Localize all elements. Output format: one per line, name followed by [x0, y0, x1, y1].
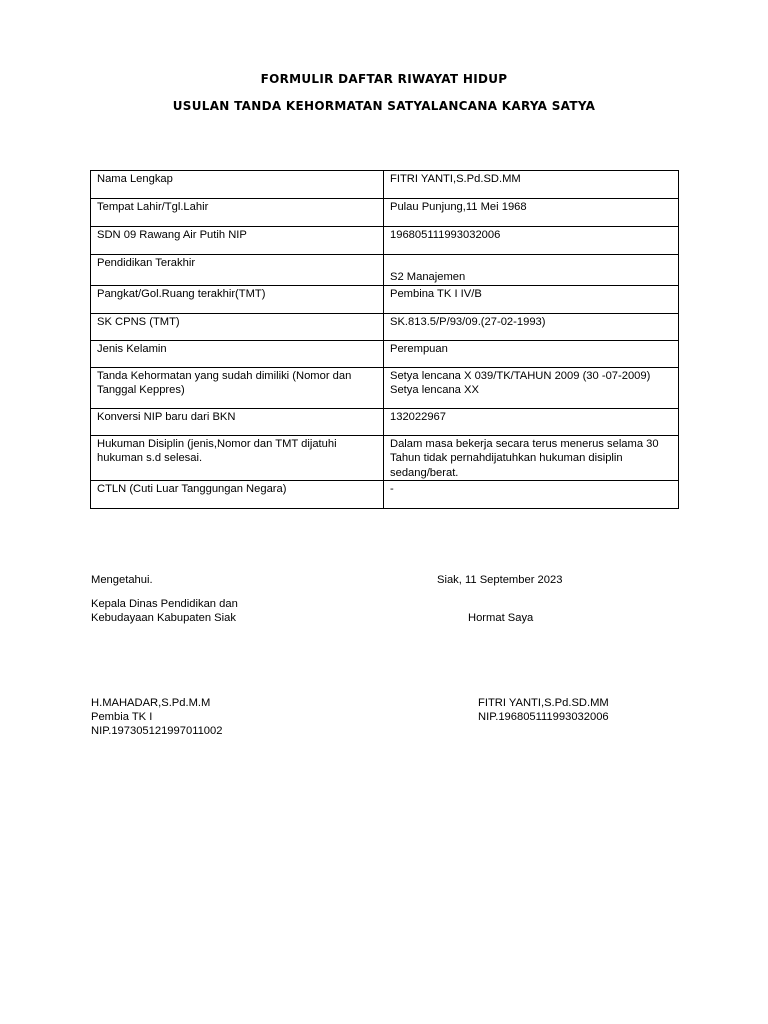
row-value-line: Pembina TK I IV/B [390, 287, 482, 300]
row-label: Pangkat/Gol.Ruang terakhir(TMT) [91, 285, 384, 313]
row-value-line: S2 Manajemen [390, 271, 466, 283]
row-label: SK CPNS (TMT) [91, 313, 384, 340]
row-value [384, 199, 679, 227]
row-value-line: Dalam masa bekerja secara terus menerus selama 30 Tahun tidak pernahdijatuhkan hukuman disiplin sedang/berat. [390, 437, 659, 479]
row-value [384, 340, 679, 367]
row-value [384, 285, 679, 313]
row-label: SDN 09 Rawang Air Putih NIP [91, 227, 384, 255]
row-label: Tanda Kehormatan yang sudah dimiliki (Nomor dan Tanggal Keppres) [91, 367, 384, 408]
table-row [91, 285, 679, 313]
table-row [91, 227, 679, 255]
row-value-line: Perempuan [390, 342, 448, 355]
left-signatory-nip: NIP.197305121997011002 [91, 725, 223, 737]
form-title: FORMULIR DAFTAR RIWAYAT HIDUP [260, 72, 508, 86]
right-signatory-nip: NIP.196805111993032006 [478, 711, 609, 723]
row-value-line: FITRI YANTI,S.Pd.SD.MM [390, 173, 521, 185]
place-date-text: Siak, 11 September 2023 [437, 574, 563, 586]
biodata-table [90, 170, 679, 509]
kepala-dinas-line-1: Kepala Dinas Pendidikan dan [91, 598, 238, 610]
row-value [384, 367, 679, 408]
table-row [91, 313, 679, 340]
table-row [91, 171, 679, 199]
row-value-line: Setya lencana XX [390, 384, 479, 396]
left-signatory-rank: Pembia TK I [91, 711, 153, 723]
row-value-line [390, 256, 672, 270]
biodata-table-body [91, 171, 679, 509]
table-row [91, 435, 679, 481]
form-subtitle: USULAN TANDA KEHORMATAN SATYALANCANA KARYA SATYA [172, 99, 596, 113]
row-value [384, 435, 679, 481]
table-row [91, 481, 679, 509]
row-value-line: 132022967 [390, 410, 446, 423]
mengetahui-text: Mengetahui. [91, 574, 153, 586]
row-label: CTLN (Cuti Luar Tanggungan Negara) [91, 481, 384, 509]
hormat-saya-text: Hormat Saya [468, 612, 534, 624]
row-value [384, 313, 679, 340]
row-value [384, 227, 679, 255]
table-row [91, 340, 679, 367]
row-label: Pendidikan Terakhir [91, 255, 384, 286]
row-value [384, 255, 679, 286]
row-label: Konversi NIP baru dari BKN [91, 408, 384, 435]
row-value [384, 171, 679, 199]
left-signatory-name: H.MAHADAR,S.Pd.M.M [91, 697, 211, 709]
right-signatory-name: FITRI YANTI,S.Pd.SD.MM [478, 697, 609, 709]
kepala-dinas-line-2: Kebudayaan Kabupaten Siak [91, 612, 236, 624]
row-label: Nama Lengkap [91, 171, 384, 199]
table-row [91, 199, 679, 227]
row-value-line: SK.813.5/P/93/09.(27-02-1993) [390, 315, 546, 328]
row-label: Hukuman Disiplin (jenis,Nomor dan TMT dijatuhi hukuman s.d selesai. [91, 435, 384, 481]
row-value [384, 481, 679, 509]
row-value-line: Setya lencana X 039/TK/TAHUN 2009 (30 -07-2009) [390, 369, 651, 382]
table-row [91, 255, 679, 286]
row-value-line: 196805111993032006 [390, 229, 501, 241]
table-row [91, 367, 679, 408]
row-value-line: Pulau Punjung,11 Mei 1968 [390, 201, 527, 213]
row-label: Tempat Lahir/Tgl.Lahir [91, 199, 384, 227]
row-value-line: - [390, 483, 394, 495]
row-label: Jenis Kelamin [91, 340, 384, 367]
table-row [91, 408, 679, 435]
row-value [384, 408, 679, 435]
